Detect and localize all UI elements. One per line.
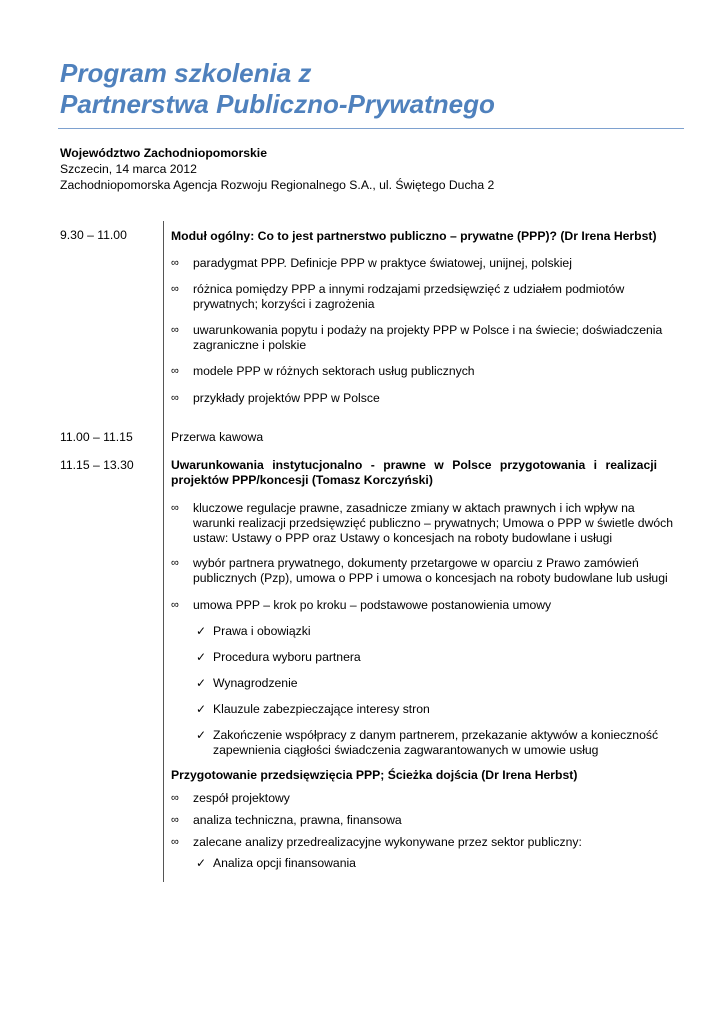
list-item: ∞ umowa PPP – krok po kroku – podstawowe postanowienia umowy (171, 598, 552, 612)
break-time: 11.00 – 11.15 (60, 430, 133, 444)
event-info (60, 145, 690, 193)
sub-list-item: ✓ Procedura wyboru partnera (196, 650, 361, 664)
session3-heading: Przygotowanie przedsięwzięcia PPP; Ścieżka dojścia (Dr Irena Herbst) (171, 768, 578, 782)
sub-list-item: ✓ Analiza opcji finansowania (196, 856, 356, 870)
page-title (60, 58, 690, 120)
sub-list-item: ✓ Zakończenie współpracy z danym partnerem, przekazanie aktywów a konieczność zapewnienia ciągłości świadczenia zagwarantowanych w umowie usług (196, 728, 659, 757)
checkmark-icon: ✓ (196, 728, 207, 742)
infinity-bullet-icon: ∞ (171, 392, 179, 404)
schedule-divider (163, 221, 164, 882)
list-item: ∞ kluczowe regulacje prawne, zasadnicze zmiany w aktach prawnych i ich wpływ na warunki realizacji przedsięwzięć publiczno – prywatnych; Umowa o PPP w świetle dwóch ustaw: Ustawy o PPP oraz Ustawy o koncesjach na roboty budowlane i usługi (171, 501, 674, 545)
title-underline (58, 128, 684, 129)
session1-time: 9.30 – 11.00 (60, 228, 127, 242)
list-item: ∞ modele PPP w różnych sektorach usług publicznych (171, 364, 475, 378)
infinity-bullet-icon: ∞ (171, 283, 179, 295)
checkmark-icon: ✓ (196, 624, 207, 638)
infinity-bullet-icon: ∞ (171, 257, 179, 269)
session2-time: 11.15 – 13.30 (60, 458, 134, 472)
sub-list-item: ✓ Klauzule zabezpieczające interesy stron (196, 702, 430, 716)
title-line-2: Partnerstwa Publiczno-Prywatnego (60, 89, 495, 119)
infinity-bullet-icon: ∞ (171, 502, 179, 514)
sub-list-item: ✓ Wynagrodzenie (196, 676, 298, 690)
list-item: ∞ wybór partnera prywatnego, dokumenty przetargowe w oparciu z Prawo zamówień publicznych (Pzp), umowa o PPP i umowa o koncesjach na roboty budowlane lub usługi (171, 556, 668, 585)
sub-list-item: ✓ Prawa i obowiązki (196, 624, 311, 638)
list-item: ∞ analiza techniczna, prawna, finansowa (171, 813, 402, 827)
infinity-bullet-icon: ∞ (171, 599, 179, 611)
checkmark-icon: ✓ (196, 650, 207, 664)
list-item: ∞ paradygmat PPP. Definicje PPP w praktyce światowej, unijnej, polskiej (171, 256, 572, 270)
list-item: ∞ zespół projektowy (171, 791, 290, 805)
title-line-1: Program szkolenia z (60, 58, 312, 88)
list-item: ∞ uwarunkowania popytu i podaży na projekty PPP w Polsce i na świecie; doświadczenia zagraniczne i polskie (171, 323, 663, 352)
venue-label: Zachodniopomorska Agencja Rozwoju Regionalnego S.A., ul. Świętego Ducha 2 (60, 178, 495, 192)
checkmark-icon: ✓ (196, 676, 207, 690)
session1-heading: Moduł ogólny: Co to jest partnerstwo publiczno – prywatne (PPP)? (Dr Irena Herbst) (171, 229, 657, 243)
date-label: Szczecin, 14 marca 2012 (60, 162, 197, 176)
session2-heading: Uwarunkowania instytucjonalno - prawne w Polsce przygotowania i realizacji projektów PPP/koncesji (Tomasz Korczyński) (171, 458, 657, 487)
region-label: Województwo Zachodniopomorskie (60, 146, 267, 160)
infinity-bullet-icon: ∞ (171, 814, 179, 826)
infinity-bullet-icon: ∞ (171, 324, 179, 336)
checkmark-icon: ✓ (196, 856, 207, 870)
break-label: Przerwa kawowa (171, 430, 264, 444)
infinity-bullet-icon: ∞ (171, 792, 179, 804)
list-item: ∞ przykłady projektów PPP w Polsce (171, 391, 380, 405)
infinity-bullet-icon: ∞ (171, 365, 179, 377)
infinity-bullet-icon: ∞ (171, 557, 179, 569)
list-item: ∞ zalecane analizy przedrealizacyjne wykonywane przez sektor publiczny: (171, 835, 582, 849)
list-item: ∞ różnica pomiędzy PPP a innymi rodzajami przedsięwzięć z udziałem podmiotów prywatnych; korzyści i zagrożenia (171, 282, 625, 311)
infinity-bullet-icon: ∞ (171, 836, 179, 848)
checkmark-icon: ✓ (196, 702, 207, 716)
